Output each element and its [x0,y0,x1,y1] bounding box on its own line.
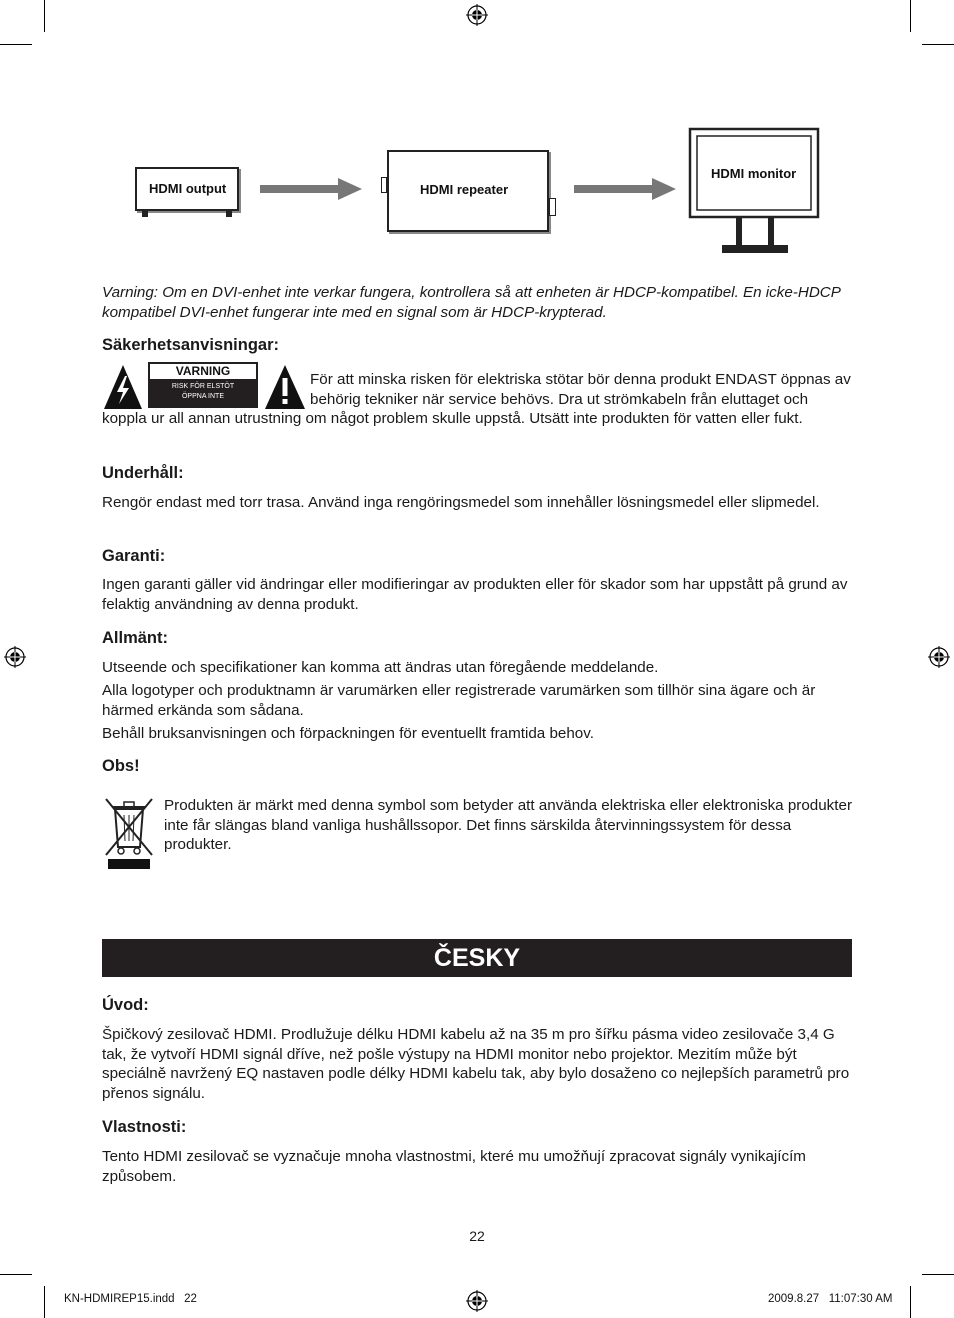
crop-mark [910,1286,911,1318]
maintenance-text: Rengör endast med torr trasa. Använd inga rengöringsmedel som innehåller lösningsmedel eller slipmedel. [102,494,820,511]
page-number: 22 [469,1228,485,1244]
hdmi-monitor-label: HDMI monitor [711,166,797,181]
warning-label-title: VARNING [150,364,256,379]
general-heading: Allmänt: [102,629,168,647]
hdcp-warning-text: Varning: Om en DVI-enhet inte verkar fungera, kontrollera så att enheten är HDCP-kompatibel. En icke-HDCP kompatibel DVI-enhet fungerar inte med en signal som är HDCP-krypterad. [102,284,841,321]
warranty-text: Ingen garanti gäller vid ändringar eller modifieringar av produkten eller för skador som har uppstått på grund av felaktig användning av denna produkt. [102,576,848,613]
general-text-1: Utseende och specifikationer kan komma att ändras utan föregående meddelande. [102,659,659,676]
maintenance-heading: Underhåll: [102,464,184,482]
registration-mark-icon [466,1290,488,1312]
safety-heading: Säkerhetsanvisningar: [102,336,279,354]
footer-timestamp: 2009.8.27 11:07:30 AM [768,1293,893,1305]
language-banner: ČESKY [102,939,852,977]
general-text-3: Behåll bruksanvisningen och förpackningen för eventuellt framtida behov. [102,725,594,742]
device-foot [226,211,232,217]
crop-mark [0,44,32,45]
weee-bin-icon [104,795,154,871]
general-text-2: Alla logotyper och produktnamn är varumärken eller registrerade varumärken som tillhör sina ägare och är härmed erkända som sådana. [102,682,816,719]
hdmi-repeater-label: HDMI repeater [420,182,509,197]
features-text: Tento HDMI zesilovač se vyznačuje mnoha vlastnostmi, které mu umožňují zpracovat signály vynikajícím způsobem. [102,1148,806,1185]
arrow-right-icon [260,178,362,200]
registration-mark-icon [4,646,26,668]
intro-heading: Úvod: [102,996,149,1014]
warranty-heading: Garanti: [102,547,166,565]
crop-mark [44,0,45,32]
crop-mark [44,1286,45,1318]
hdmi-output-label: HDMI output [149,181,227,196]
crop-mark [910,0,911,32]
registration-mark-icon [928,646,950,668]
safety-text-content: För att minska risken för elektriska stötar bör denna produkt ENDAST öppnas av behörig tekniker när service behövs. Dra ut strömkabeln från eluttaget och koppla ur all annan utrustning om något problem skulle uppstå. Utsätt inte produkten för vatten eller fukt. [102,371,851,427]
arrow-right-icon [574,178,676,200]
note-text: Produkten är märkt med denna symbol som betyder att använda elektriska eller elektroniska produkter inte får slängas bland vanliga hushållssopor. Det finns särskilda återvinningssystem för dessa produkter. [164,797,852,853]
features-heading: Vlastnosti: [102,1118,187,1136]
warning-label-line1: RISK FÖR ELSTÖT [171,383,235,390]
footer-file-info: KN-HDMIREP15.indd 22 [64,1293,197,1305]
registration-mark-icon [466,4,488,26]
warning-label-line2: ÖPPNA INTE [181,393,224,400]
crop-mark [0,1274,32,1275]
monitor-icon [688,127,822,257]
safety-float-spacer [102,370,310,409]
crop-mark [922,44,954,45]
intro-text: Špičkový zesilovač HDMI. Prodlužuje délku HDMI kabelu až na 35 m pro šířku pásma video zesilovače 3,4 G tak, že vytvoří HDMI signál dříve, než pošle výstupy na HDMI monitor nebo projektor. Mezitím může být speciálně navržený EQ nastaven podle délky HDMI kabelu tak, aby bylo dosaženo co nejlepších parametrů pro přenos signálu. [102,1026,850,1102]
repeater-port [549,198,556,216]
crop-mark [922,1274,954,1275]
note-heading: Obs! [102,757,140,775]
safety-text [102,370,854,429]
device-foot [142,211,148,217]
repeater-port [381,177,387,193]
